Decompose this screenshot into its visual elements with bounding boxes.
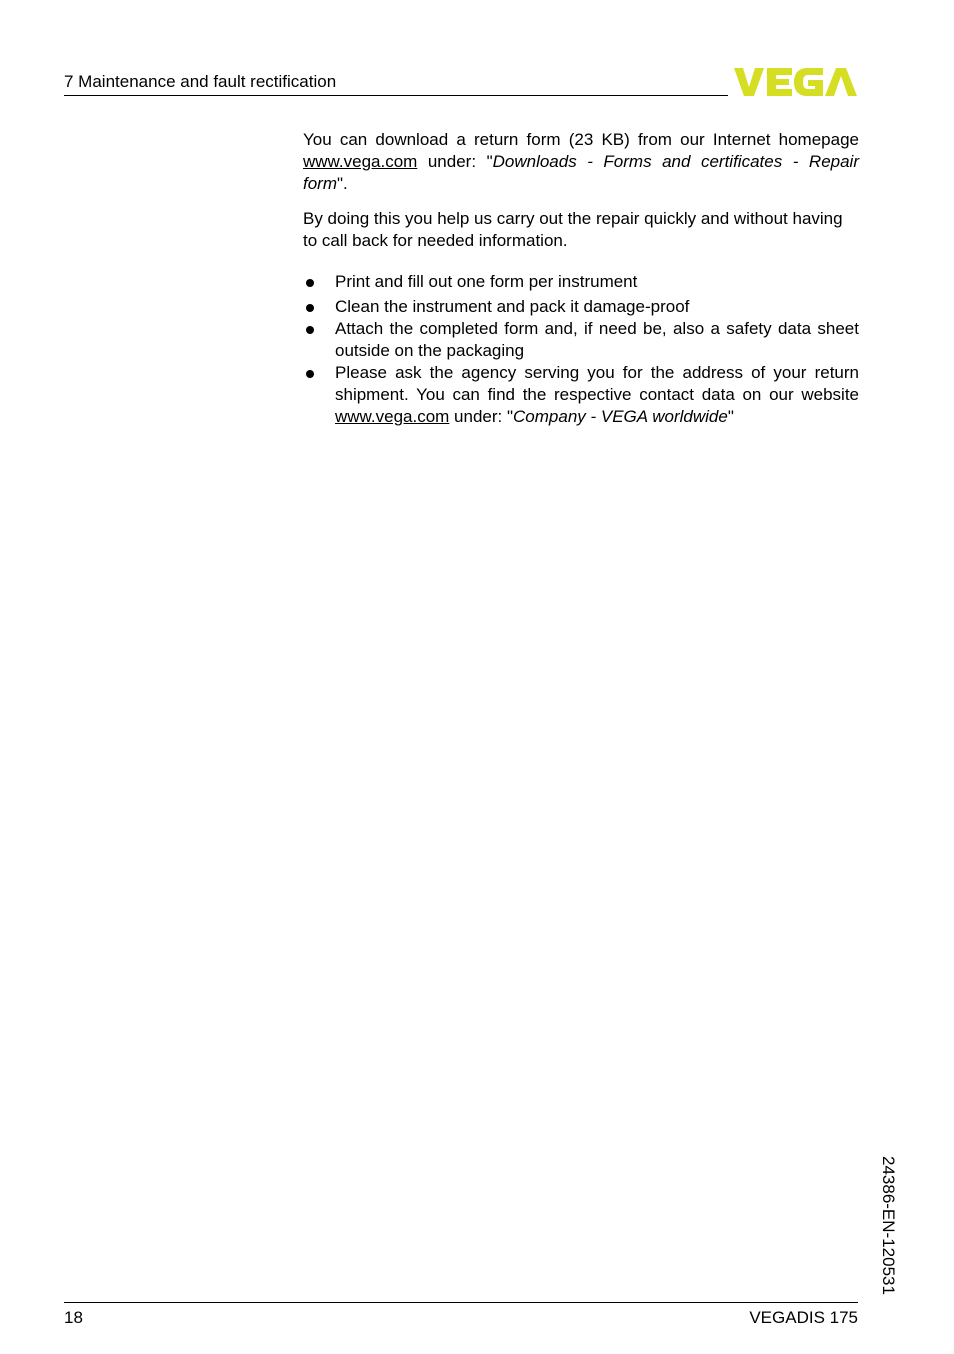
list-item: Attach the completed form and, if need be, also a safety data sheet outside on the packaging xyxy=(303,318,859,362)
company-path: Company - VEGA worldwide xyxy=(513,407,728,426)
chapter-heading: 7 Maintenance and fault rectification xyxy=(64,72,337,91)
bullet-icon xyxy=(306,279,314,287)
bullet-icon xyxy=(306,304,314,312)
vega-website-link[interactable]: www.vega.com xyxy=(303,152,418,171)
list-item: Print and fill out one form per instrument xyxy=(303,271,859,293)
repair-info-paragraph: By doing this you help us carry out the repair quickly and without having to call back for needed information. xyxy=(303,209,843,250)
page-number: 18 xyxy=(64,1308,83,1327)
vega-logo xyxy=(734,66,858,98)
product-name: VEGADIS 175 xyxy=(749,1308,858,1327)
bullet-icon xyxy=(306,326,314,334)
bullet-icon xyxy=(306,370,314,378)
instructions-list xyxy=(303,271,859,428)
downloads-path: Downloads - Forms and certificates - Repair form xyxy=(303,152,859,193)
list-item: Clean the instrument and pack it damage-proof xyxy=(303,296,859,318)
header-divider xyxy=(64,95,728,96)
list-item: Please ask the agency serving you for the address of your return shipment. You can find the respective contact data on our website www.vega.com under: "Company - VEGA worldwide" xyxy=(303,362,859,428)
vega-website-link[interactable]: www.vega.com xyxy=(335,407,450,426)
footer-divider xyxy=(64,1302,858,1303)
return-form-paragraph: You can download a return form (23 KB) from our Internet homepage www.vega.com under: "Downloads - Forms and certificates - Repair form". xyxy=(303,130,859,193)
document-code: 24386-EN-120531 xyxy=(879,1156,898,1295)
main-content xyxy=(303,129,859,428)
